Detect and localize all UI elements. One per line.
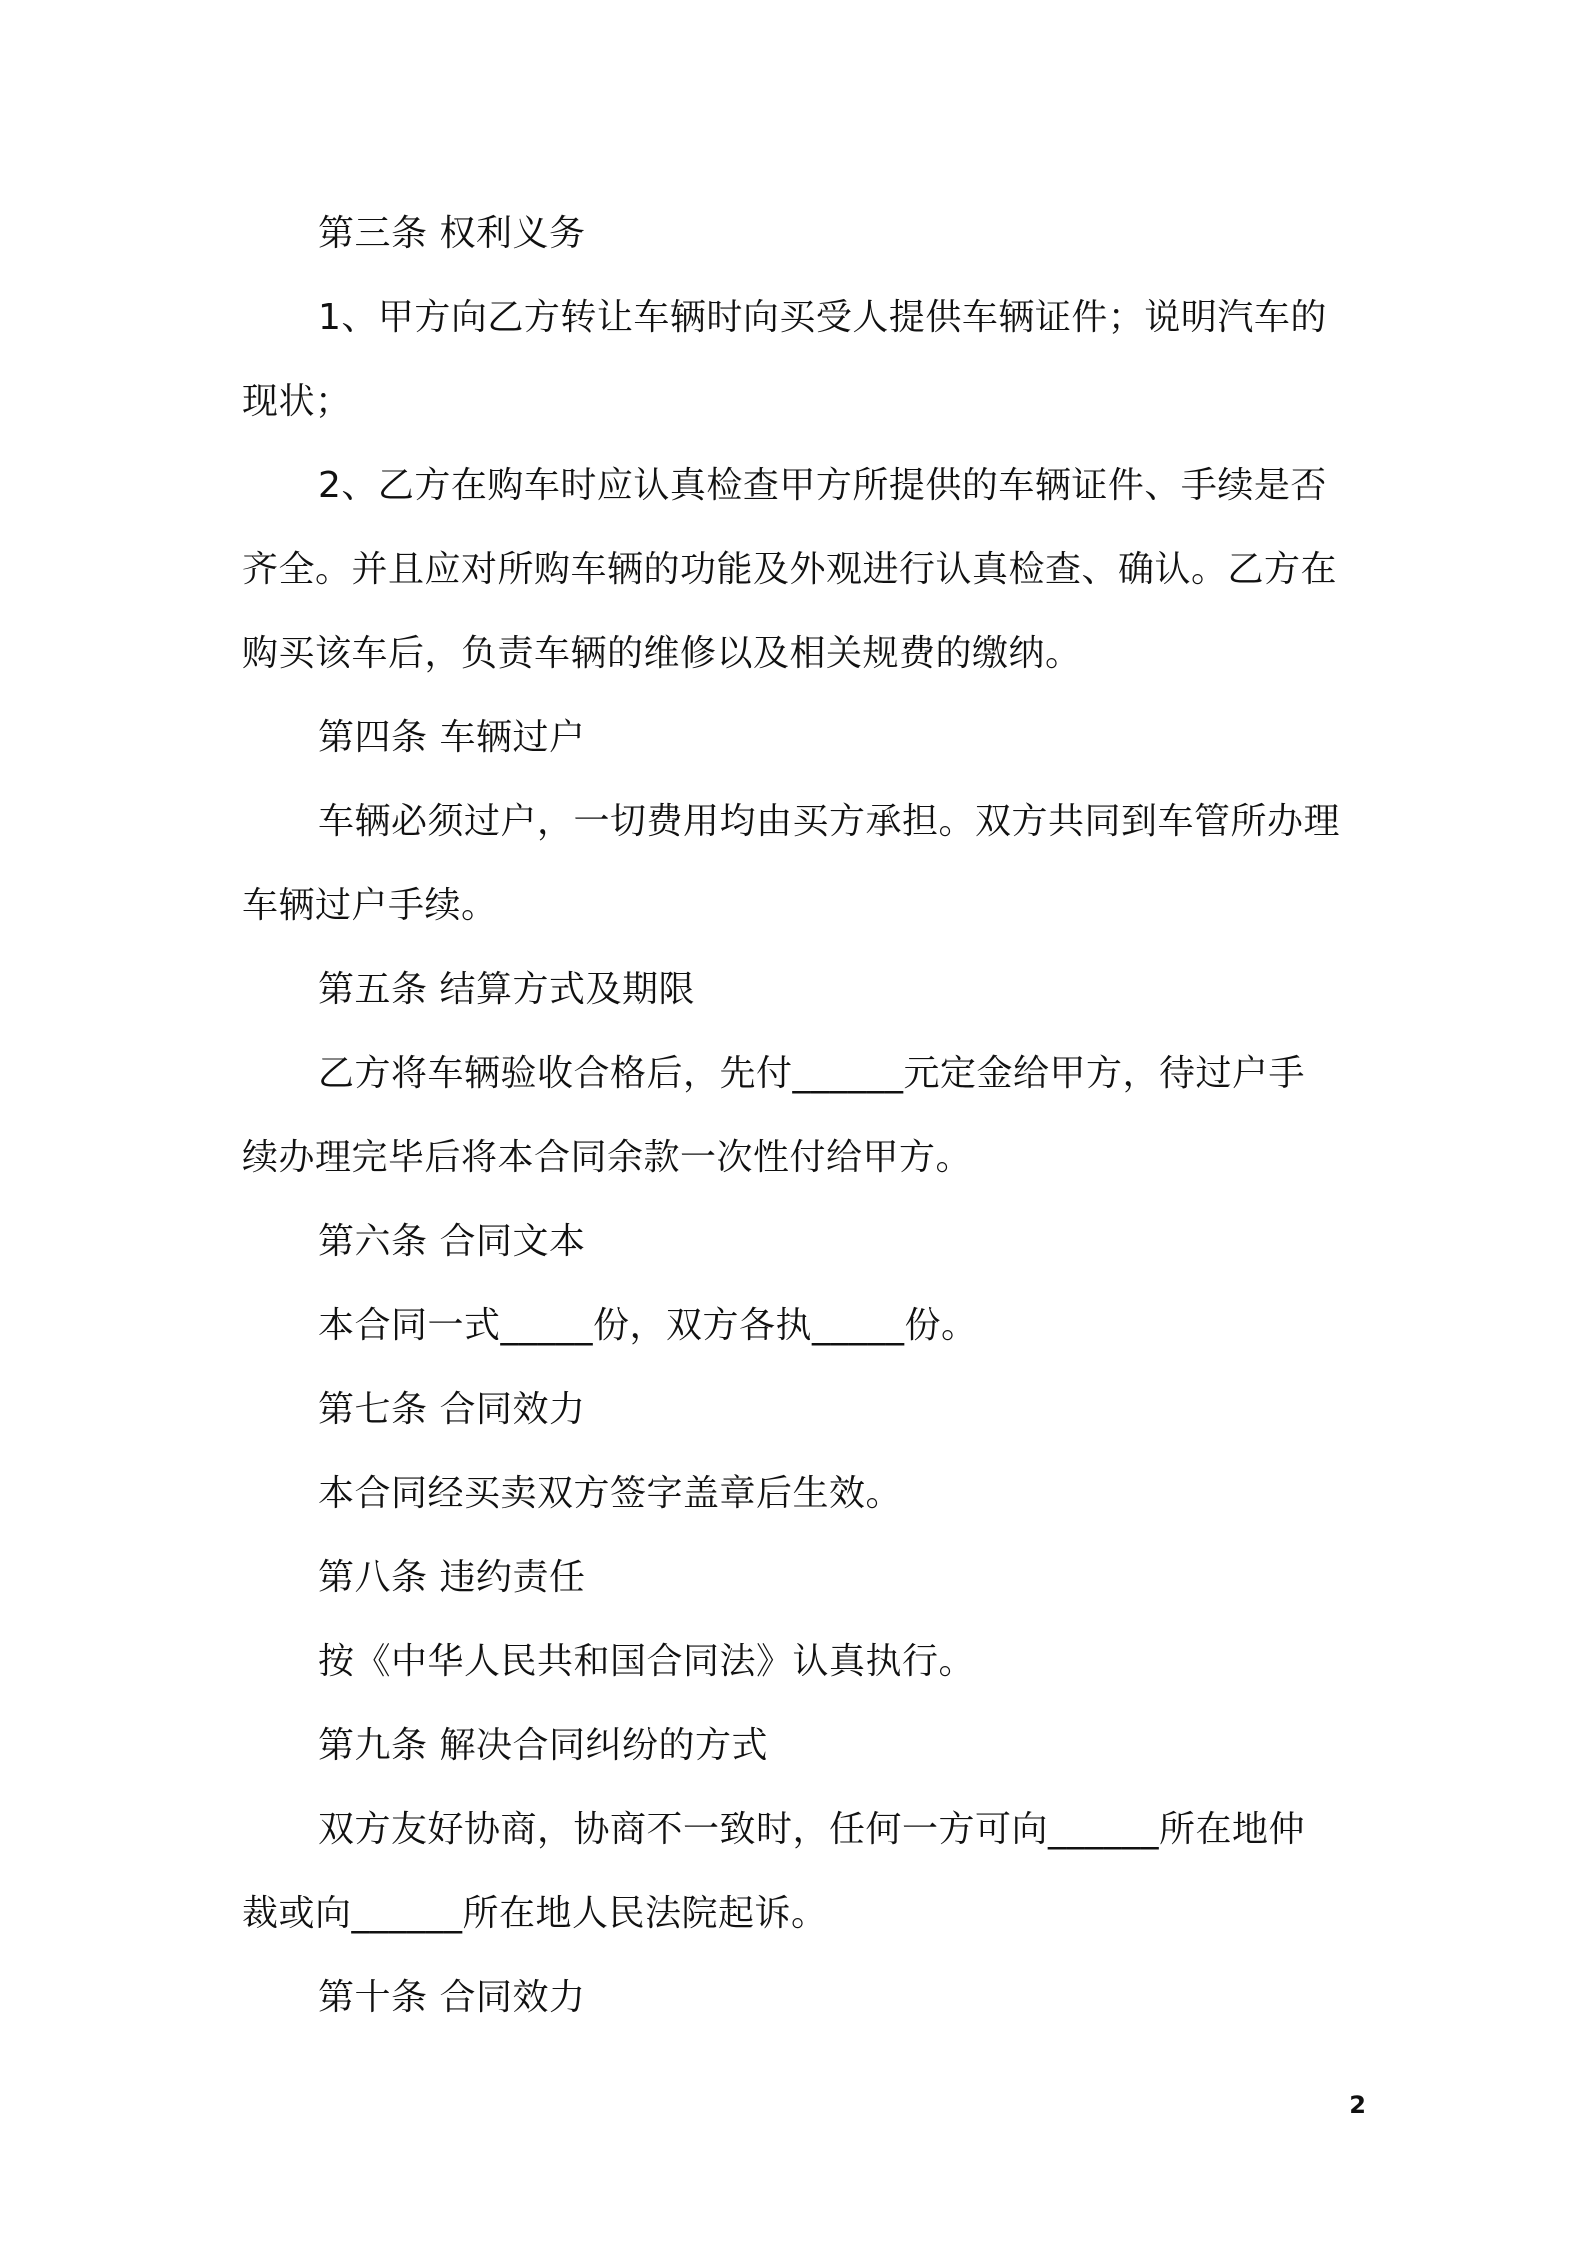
article-4-heading: 第四条 车辆过户 (318, 717, 586, 758)
article-3-heading: 第三条 权利义务 (318, 213, 586, 254)
article-5-text-line-2: 续办理完毕后将本合同余款一次性付给甲方。 (242, 1137, 973, 1178)
page-number: 2 (1349, 2091, 1366, 2119)
article-7-text: 本合同经买卖双方签字盖章后生效。 (318, 1473, 903, 1514)
article-8-heading: 第八条 违约责任 (318, 1557, 586, 1598)
article-6-heading: 第六条 合同文本 (318, 1221, 586, 1262)
article-3-item-1-line-1: 1、甲方向乙方转让车辆时向买受人提供车辆证件；说明汽车的 (318, 297, 1327, 338)
article-5-text-line-1: 乙方将车辆验收合格后，先付______元定金给甲方，待过户手 (318, 1053, 1306, 1094)
article-3-item-2-line-2: 齐全。并且应对所购车辆的功能及外观进行认真检查、确认。乙方在 (242, 549, 1338, 590)
article-5-heading: 第五条 结算方式及期限 (318, 969, 695, 1010)
article-9-text-line-1: 双方友好协商，协商不一致时，任何一方可向______所在地仲 (318, 1809, 1306, 1850)
article-9-text-line-2: 裁或向______所在地人民法院起诉。 (242, 1893, 828, 1934)
article-3-item-2-line-1: 2、乙方在购车时应认真检查甲方所提供的车辆证件、手续是否 (318, 465, 1327, 506)
article-7-heading: 第七条 合同效力 (318, 1389, 586, 1430)
article-6-text: 本合同一式_____份，双方各执_____份。 (318, 1305, 978, 1346)
article-8-text: 按《中华人民共和国合同法》认真执行。 (318, 1641, 976, 1682)
article-9-heading: 第九条 解决合同纠纷的方式 (318, 1725, 768, 1766)
article-3-item-1-line-2: 现状； (242, 381, 352, 422)
article-3-item-2-line-3: 购买该车后，负责车辆的维修以及相关规费的缴纳。 (242, 633, 1082, 674)
article-4-text-line-2: 车辆过户手续。 (242, 885, 498, 926)
document-body (242, 192, 1360, 2040)
article-4-text-line-1: 车辆必须过户，一切费用均由买方承担。双方共同到车管所办理 (318, 801, 1341, 842)
article-10-heading: 第十条 合同效力 (318, 1977, 586, 2018)
